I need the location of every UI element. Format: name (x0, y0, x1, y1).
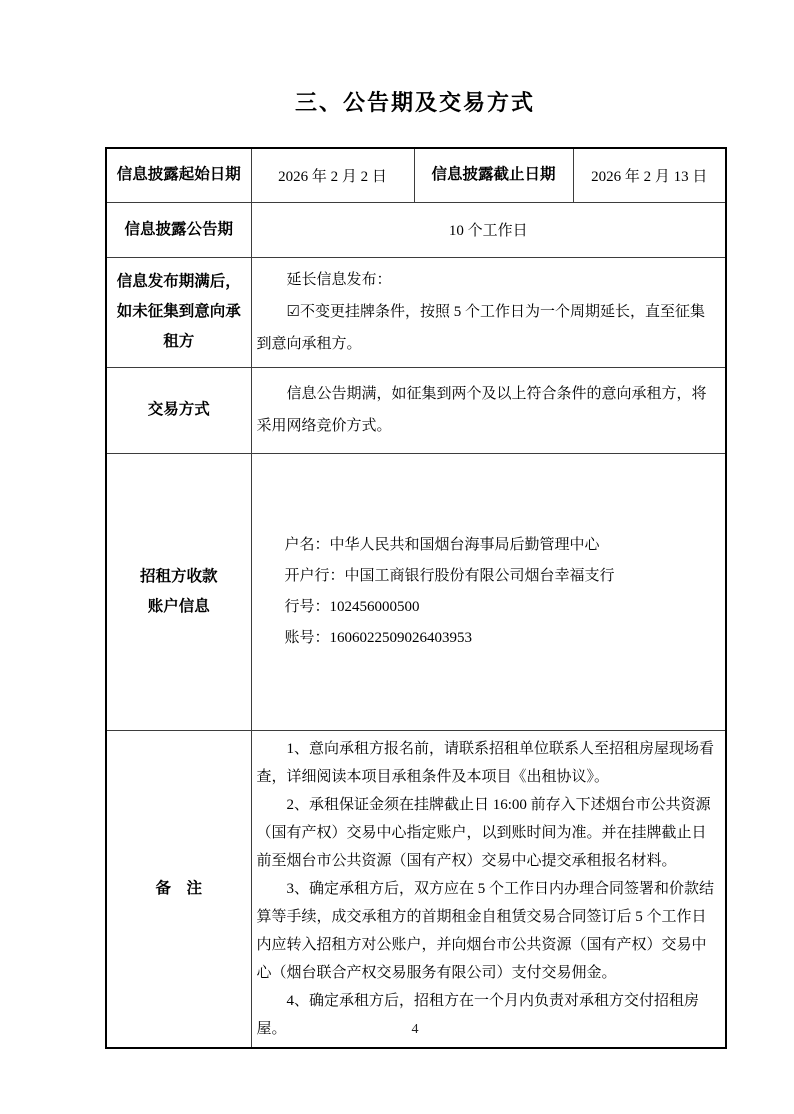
account-bank-name: 开户行：中国工商银行股份有限公司烟台幸福支行 (284, 567, 615, 584)
trade-method-content (251, 367, 726, 453)
account-holder-name: 户名：中华人民共和国烟台海事局后勤管理中心 (284, 536, 600, 553)
table-row-disclosure-dates (106, 148, 726, 202)
table-row-trade-method (106, 367, 726, 453)
account-info-label (106, 453, 251, 730)
extension-intro-text: 延长信息发布： (286, 272, 392, 288)
account-bank-code: 行号：102456000500 (284, 598, 420, 615)
page-title: 三、公告期及交易方式 (294, 90, 535, 115)
extension-label-line: 如未征集到意向承 (116, 303, 241, 320)
table-row-announcement-period (106, 202, 726, 257)
disclosure-start-label: 信息披露起始日期 (106, 148, 251, 202)
table-row-account-info (106, 453, 726, 730)
extension-checked-option: ☑不变更挂牌条件，按照 5 个工作日为一个周期延长，直至征集到意向承租方。 (256, 304, 705, 352)
extension-label (106, 257, 251, 367)
extension-label-line: 租方 (163, 333, 195, 350)
table-row-remarks (106, 730, 726, 1048)
account-lines (257, 530, 716, 654)
remarks-label: 备 注 (106, 730, 251, 1048)
announcement-table (105, 147, 727, 1049)
disclosure-end-value: 2026 年 2 月 13 日 (573, 148, 726, 202)
announcement-period-label: 信息披露公告期 (106, 202, 251, 257)
trade-method-label: 交易方式 (106, 367, 251, 453)
remark-item-3: 3、确定承租方后，双方应在 5 个工作日内办理合同签署和价款结算等手续，成交承租方的首期租金自租赁交易合同签订后 5 个工作日内应转入招租方对公账户，并向烟台市公共资源（国有产权）交易中心（烟台联合产权交易服务有限公司）支付交易佣金。 (256, 880, 715, 981)
account-info-label-line: 招租方收款 (139, 567, 218, 585)
account-info-label-line: 账户信息 (147, 597, 210, 615)
remark-item-1: 1、意向承租方报名前，请联系招租单位联系人至招租房屋现场看查，详细阅读本项目承租条件及本项目《出租协议》。 (256, 740, 715, 785)
disclosure-end-label: 信息披露截止日期 (414, 148, 573, 202)
extension-content (251, 257, 726, 367)
remark-item-4: 4、确定承租方后，招租方在一个月内负责对承租方交付招租房屋。 (256, 992, 700, 1037)
account-number: 账号：1606022509026403953 (284, 629, 473, 646)
account-info-content (251, 453, 726, 730)
remark-item-2: 2、承租保证金须在挂牌截止日 16:00 前存入下述烟台市公共资源（国有产权）交易中心指定账户，以到账时间为准。并在挂牌截止日前至烟台市公共资源（国有产权）交易中心提交承租报名材料。 (256, 796, 711, 869)
disclosure-start-value: 2026 年 2 月 2 日 (251, 148, 414, 202)
table-row-extension (106, 257, 726, 367)
remarks-content (251, 730, 726, 1048)
trade-method-text: 信息公告期满，如征集到两个及以上符合条件的意向承租方，将采用网络竞价方式。 (256, 386, 707, 434)
announcement-period-value: 10 个工作日 (251, 202, 726, 257)
extension-label-line: 信息发布期满后， (116, 273, 241, 290)
page-number: 4 (411, 1022, 419, 1037)
